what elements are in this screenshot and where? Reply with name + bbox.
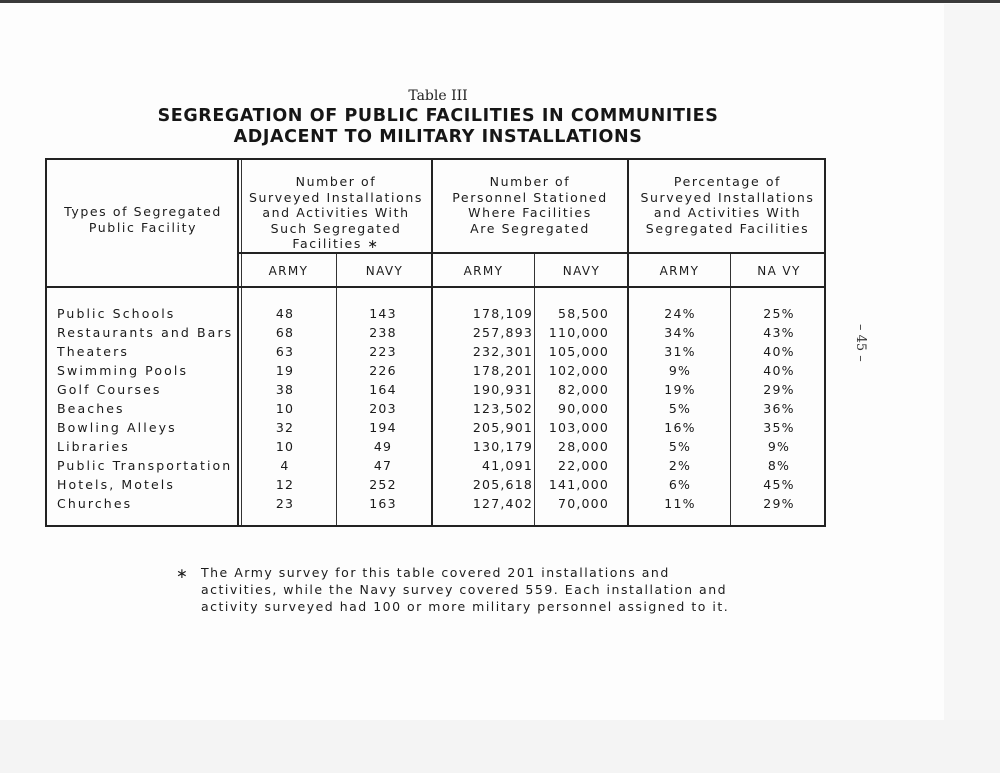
cell-personnel-navy: 70,000 bbox=[558, 496, 609, 511]
cell-personnel-army: 257,893 bbox=[472, 325, 533, 340]
page-number: – 45 – bbox=[853, 324, 868, 362]
header-facility-type: Types of Segregated Public Facility bbox=[64, 204, 222, 235]
cell-installations-army: 38 bbox=[275, 382, 295, 397]
table-row bbox=[47, 325, 828, 344]
data-table bbox=[45, 158, 826, 527]
cell-facility: Libraries bbox=[57, 439, 130, 454]
cell-percentage-army: 6% bbox=[668, 477, 692, 492]
cell-facility: Churches bbox=[57, 496, 133, 511]
header-percentage: Percentage of Surveyed Installations and Activities With Segregated Facilities bbox=[640, 174, 815, 236]
cell-personnel-army: 130,179 bbox=[472, 439, 533, 454]
cell-installations-army: 10 bbox=[275, 401, 295, 416]
cell-facility: Theaters bbox=[57, 344, 129, 359]
cell-percentage-navy: 45% bbox=[763, 477, 795, 492]
cell-installations-army: 19 bbox=[275, 363, 295, 378]
cell-personnel-navy: 110,000 bbox=[548, 325, 609, 340]
cell-personnel-army: 127,402 bbox=[472, 496, 533, 511]
table-row bbox=[47, 496, 828, 515]
subheader-personnel-army: ARMY bbox=[463, 264, 504, 278]
cell-percentage-navy: 25% bbox=[763, 306, 795, 321]
cell-personnel-army: 190,931 bbox=[472, 382, 533, 397]
cell-percentage-navy: 9% bbox=[767, 439, 791, 454]
cell-percentage-navy: 40% bbox=[763, 344, 795, 359]
header-bottom-rule bbox=[47, 286, 826, 288]
cell-percentage-army: 16% bbox=[664, 420, 696, 435]
header-divider bbox=[239, 252, 826, 254]
header-installations-count: Number of Surveyed Installations and Activities With Such Segregated Facilities ∗ bbox=[248, 174, 424, 251]
cell-installations-navy: 143 bbox=[369, 306, 397, 321]
cell-installations-army: 48 bbox=[275, 306, 295, 321]
cell-percentage-navy: 8% bbox=[767, 458, 791, 473]
cell-installations-army: 10 bbox=[275, 439, 295, 454]
cell-personnel-army: 205,618 bbox=[472, 477, 533, 492]
cell-installations-army: 68 bbox=[275, 325, 295, 340]
table-title-line-1: SEGREGATION OF PUBLIC FACILITIES IN COMMUNITIES bbox=[157, 106, 719, 126]
cell-percentage-army: 2% bbox=[668, 458, 692, 473]
cell-percentage-army: 19% bbox=[664, 382, 696, 397]
cell-installations-navy: 252 bbox=[369, 477, 397, 492]
cell-personnel-navy: 102,000 bbox=[548, 363, 609, 378]
cell-personnel-navy: 28,000 bbox=[558, 439, 609, 454]
cell-installations-navy: 49 bbox=[373, 439, 393, 454]
cell-personnel-navy: 103,000 bbox=[548, 420, 609, 435]
table-row bbox=[47, 344, 828, 363]
cell-installations-navy: 47 bbox=[373, 458, 393, 473]
scan-bottom-band bbox=[0, 720, 1000, 773]
scan-right-shade bbox=[944, 4, 1000, 720]
subheader-installations-army: ARMY bbox=[268, 264, 309, 278]
table-row bbox=[47, 401, 828, 420]
cell-percentage-army: 9% bbox=[668, 363, 692, 378]
table-row bbox=[47, 382, 828, 401]
cell-personnel-army: 123,502 bbox=[472, 401, 533, 416]
cell-installations-army: 12 bbox=[275, 477, 295, 492]
table-row bbox=[47, 477, 828, 496]
cell-facility: Bowling Alleys bbox=[57, 420, 177, 435]
cell-personnel-navy: 90,000 bbox=[558, 401, 609, 416]
cell-personnel-army: 178,201 bbox=[472, 363, 533, 378]
cell-installations-navy: 238 bbox=[369, 325, 397, 340]
cell-facility: Golf Courses bbox=[57, 382, 162, 397]
cell-percentage-navy: 29% bbox=[763, 382, 795, 397]
cell-personnel-navy: 141,000 bbox=[548, 477, 609, 492]
cell-percentage-navy: 35% bbox=[763, 420, 795, 435]
subheader-installations-navy: NAVY bbox=[365, 264, 404, 278]
cell-facility: Public Transportation bbox=[57, 458, 233, 473]
cell-personnel-navy: 22,000 bbox=[558, 458, 609, 473]
cell-personnel-army: 178,109 bbox=[472, 306, 533, 321]
cell-personnel-navy: 82,000 bbox=[558, 382, 609, 397]
table-label: Table III bbox=[408, 88, 468, 104]
cell-installations-navy: 223 bbox=[369, 344, 397, 359]
footnote-text: The Army survey for this table covered 201 installations and activities, while the Navy survey covered 559. Each installation and activity surveyed had 100 or more military personnel assigned to it. bbox=[201, 565, 730, 614]
cell-facility: Restaurants and Bars bbox=[57, 325, 234, 340]
scan-top-edge bbox=[0, 0, 1000, 3]
cell-percentage-navy: 36% bbox=[763, 401, 795, 416]
cell-installations-navy: 163 bbox=[369, 496, 397, 511]
table-title bbox=[0, 106, 876, 148]
cell-percentage-navy: 43% bbox=[763, 325, 795, 340]
cell-personnel-army: 205,901 bbox=[472, 420, 533, 435]
subheader-percentage-navy: NA VY bbox=[757, 264, 801, 278]
cell-facility: Public Schools bbox=[57, 306, 176, 321]
cell-facility: Hotels, Motels bbox=[57, 477, 175, 492]
cell-percentage-navy: 40% bbox=[763, 363, 795, 378]
cell-installations-navy: 226 bbox=[369, 363, 397, 378]
table-title-line-2: ADJACENT TO MILITARY INSTALLATIONS bbox=[233, 127, 643, 147]
cell-installations-army: 23 bbox=[275, 496, 295, 511]
table-row bbox=[47, 306, 828, 325]
cell-percentage-army: 11% bbox=[664, 496, 696, 511]
cell-percentage-army: 24% bbox=[664, 306, 696, 321]
cell-installations-navy: 164 bbox=[369, 382, 397, 397]
cell-facility: Beaches bbox=[57, 401, 125, 416]
cell-installations-navy: 194 bbox=[369, 420, 397, 435]
cell-percentage-army: 5% bbox=[668, 439, 692, 454]
cell-facility: Swimming Pools bbox=[57, 363, 189, 378]
cell-percentage-navy: 29% bbox=[763, 496, 795, 511]
cell-installations-army: 63 bbox=[275, 344, 295, 359]
subheader-percentage-army: ARMY bbox=[659, 264, 700, 278]
cell-percentage-army: 5% bbox=[668, 401, 692, 416]
table-row bbox=[47, 458, 828, 477]
cell-installations-army: 32 bbox=[275, 420, 295, 435]
cell-installations-navy: 203 bbox=[369, 401, 397, 416]
cell-percentage-army: 34% bbox=[664, 325, 696, 340]
cell-personnel-navy: 105,000 bbox=[548, 344, 609, 359]
footnote-asterisk-icon: ∗ bbox=[176, 566, 190, 582]
table-row bbox=[47, 420, 828, 439]
cell-personnel-army: 41,091 bbox=[482, 458, 533, 473]
cell-installations-army: 4 bbox=[280, 458, 290, 473]
cell-percentage-army: 31% bbox=[664, 344, 696, 359]
header-personnel-count: Number of Personnel Stationed Where Facilities Are Segregated bbox=[452, 174, 608, 236]
cell-personnel-navy: 58,500 bbox=[558, 306, 609, 321]
table-row bbox=[47, 439, 828, 458]
subheader-personnel-navy: NAVY bbox=[562, 264, 601, 278]
cell-personnel-army: 232,301 bbox=[472, 344, 533, 359]
table-row bbox=[47, 363, 828, 382]
